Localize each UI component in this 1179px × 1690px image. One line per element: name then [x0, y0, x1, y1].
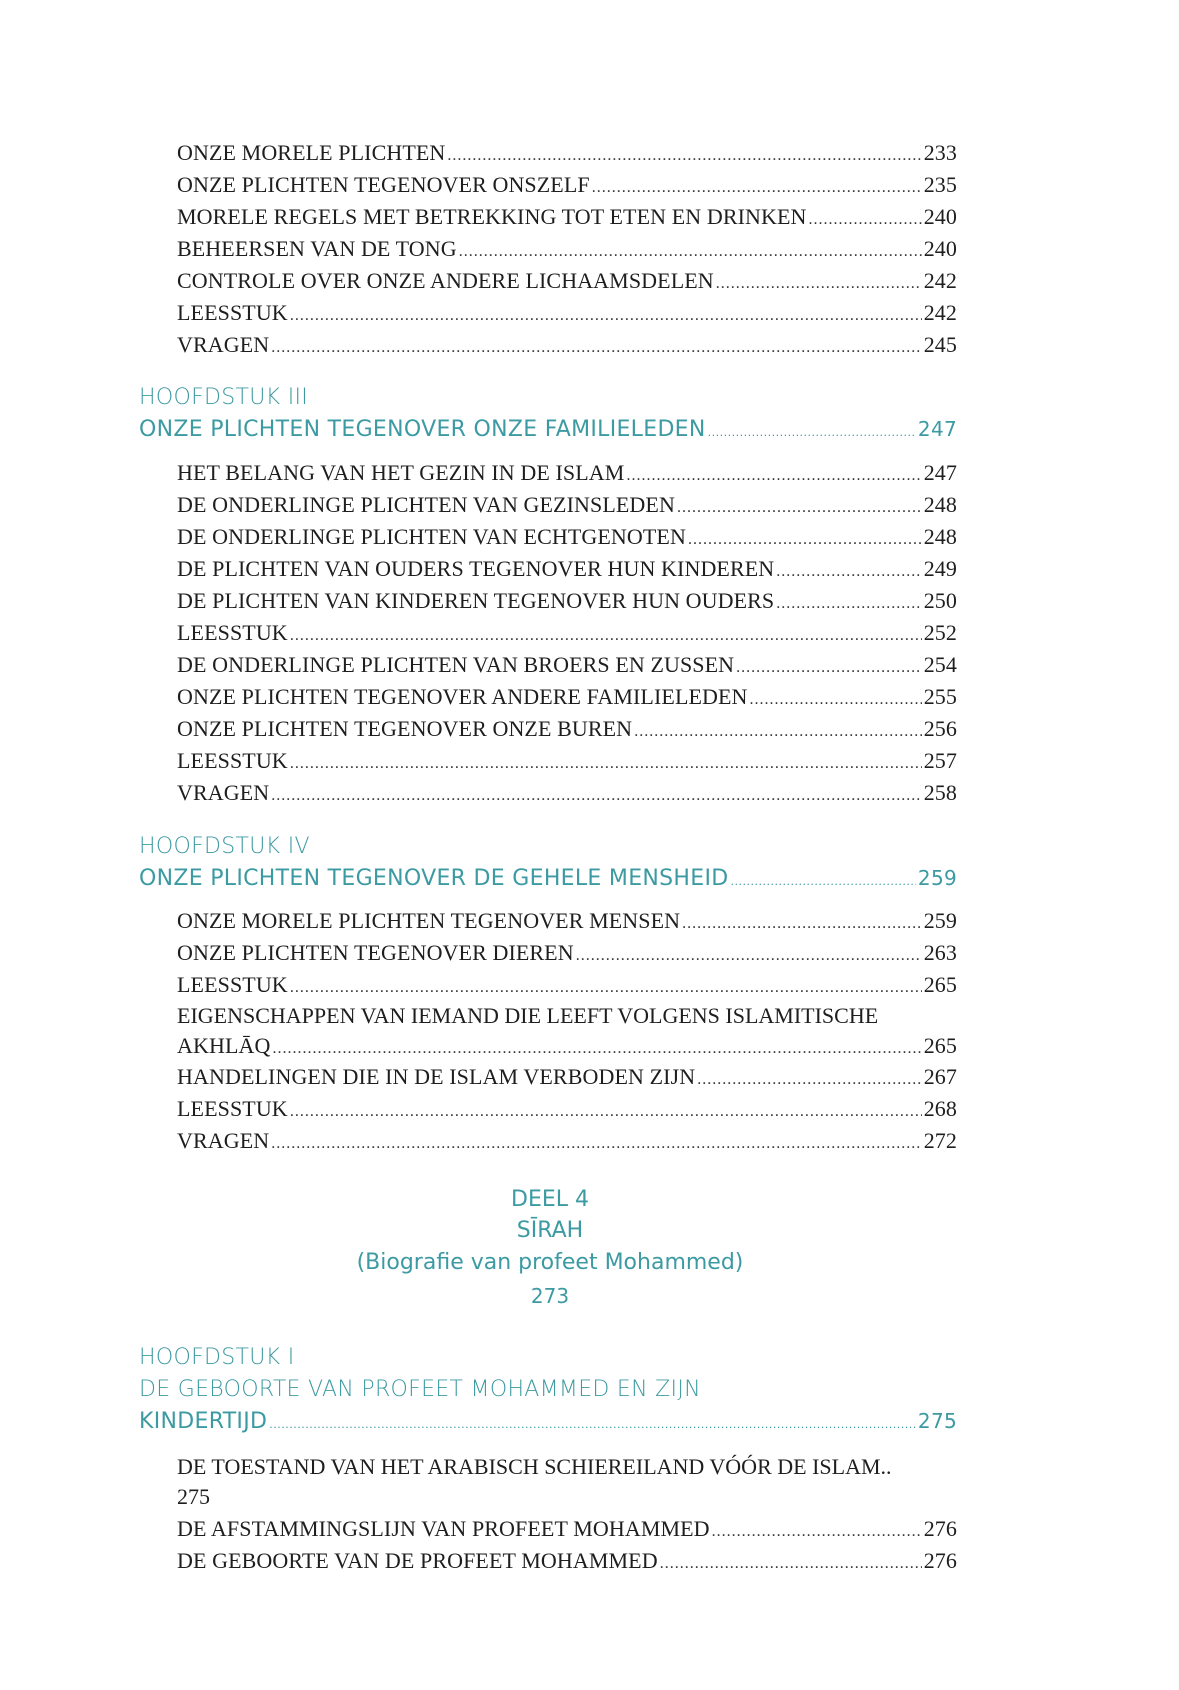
- dot-leader: [447, 147, 921, 165]
- toc-entry-page: 240: [923, 236, 957, 261]
- toc-entry[interactable]: [177, 588, 957, 614]
- toc-entry[interactable]: [177, 684, 957, 710]
- chapter-title: ONZE PLICHTEN TEGENOVER DE GEHELE MENSHEID: [139, 866, 729, 891]
- toc-entry[interactable]: [177, 620, 957, 646]
- toc-entry-title: LEESSTUK: [177, 620, 288, 645]
- dot-leader: [576, 947, 922, 965]
- toc-entry-page: 245: [923, 332, 957, 357]
- toc-entry[interactable]: [177, 1064, 957, 1090]
- part-subtitle: (Biografie van profeet Mohammed): [356, 1250, 744, 1275]
- toc-entry[interactable]: [177, 268, 957, 294]
- toc-entry-page: 249: [923, 556, 957, 581]
- toc-entry-page: 247: [923, 460, 957, 485]
- toc-entry-title: BEHEERSEN VAN DE TONG: [177, 236, 457, 261]
- toc-entry[interactable]: [177, 1033, 957, 1059]
- dot-leader: [677, 499, 922, 517]
- toc-entry-page: 259: [923, 908, 957, 933]
- dot-leader: [736, 659, 922, 677]
- toc-entry[interactable]: [177, 556, 957, 582]
- dot-leader: [290, 307, 922, 325]
- toc-entry[interactable]: [177, 1096, 957, 1122]
- dot-leader: [459, 243, 922, 261]
- toc-entry-title: ONZE MORELE PLICHTEN TEGENOVER MENSEN: [177, 908, 681, 933]
- toc-entry[interactable]: [177, 716, 957, 742]
- part-label: DEEL 4: [511, 1187, 589, 1212]
- dot-leader: [750, 691, 922, 709]
- toc-entry-page: 265: [923, 1033, 957, 1058]
- chapter-page: 247: [917, 417, 957, 441]
- dot-leader: [660, 1555, 922, 1573]
- toc-entry-page: 240: [923, 204, 957, 229]
- dot-leader: [592, 179, 922, 197]
- toc-entry[interactable]: [177, 940, 957, 966]
- dot-leader: [290, 979, 922, 997]
- dot-leader: [688, 531, 922, 549]
- toc-entry[interactable]: [177, 172, 957, 198]
- toc-entry[interactable]: [177, 1128, 957, 1154]
- dot-leader: [712, 1523, 922, 1541]
- toc-entry-page: 252: [923, 620, 957, 645]
- toc-entry-title: HANDELINGEN DIE IN DE ISLAM VERBODEN ZIJN: [177, 1064, 696, 1089]
- dot-leader: [708, 426, 916, 439]
- toc-entry-title: LEESSTUK: [177, 300, 288, 325]
- toc-entry[interactable]: [177, 460, 957, 486]
- toc-entry-page: 255: [923, 684, 957, 709]
- part-page: 273: [530, 1284, 570, 1308]
- toc-entry-page: 248: [923, 524, 957, 549]
- dot-leader: [290, 627, 922, 645]
- dot-leader: [290, 1103, 922, 1121]
- toc-entry-page: 242: [923, 268, 957, 293]
- toc-entry-page: 276: [923, 1548, 957, 1573]
- dot-leader: [776, 563, 921, 581]
- dot-leader: [731, 875, 916, 888]
- toc-entry-title: LEESSTUK: [177, 748, 288, 773]
- dot-leader: [271, 339, 921, 357]
- toc-entry-page: 275: [177, 1484, 210, 1509]
- chapter-page: 259: [917, 866, 957, 890]
- toc-entry[interactable]: [177, 140, 957, 166]
- dot-leader: [626, 467, 921, 485]
- toc-entry[interactable]: [177, 748, 957, 774]
- chapter-heading[interactable]: [139, 866, 957, 891]
- toc-entry-title: HET BELANG VAN HET GEZIN IN DE ISLAM: [177, 460, 625, 485]
- chapter-label: HOOFDSTUK IV: [139, 834, 310, 859]
- dot-leader: [716, 275, 922, 293]
- toc-entry-title: DE GEBOORTE VAN DE PROFEET MOHAMMED: [177, 1548, 658, 1573]
- chapter-title-line1[interactable]: DE GEBOORTE VAN PROFEET MOHAMMED EN ZIJN: [139, 1377, 701, 1402]
- chapter-heading[interactable]: [139, 1409, 957, 1434]
- toc-entry[interactable]: [177, 908, 957, 934]
- toc-entry-title: ONZE PLICHTEN TEGENOVER DIEREN: [177, 940, 574, 965]
- chapter-title: KINDERTIJD: [139, 1409, 268, 1434]
- toc-entry-title: DE PLICHTEN VAN OUDERS TEGENOVER HUN KINDEREN: [177, 556, 775, 581]
- toc-entry[interactable]: [177, 236, 957, 262]
- toc-entry-title: MORELE REGELS MET BETREKKING TOT ETEN EN DRINKEN: [177, 204, 807, 229]
- toc-entry[interactable]: [177, 1516, 957, 1542]
- toc-entry-page: 233: [923, 140, 957, 165]
- chapter-title: ONZE PLICHTEN TEGENOVER ONZE FAMILIELEDEN: [139, 417, 706, 442]
- toc-entry-page: 268: [923, 1096, 957, 1121]
- dot-leader: [272, 1040, 921, 1058]
- part-title: SĪRAH: [516, 1218, 584, 1243]
- toc-entry-title: DE PLICHTEN VAN KINDEREN TEGENOVER HUN OUDERS: [177, 588, 775, 613]
- toc-entry-page: 257: [923, 748, 957, 773]
- toc-entry[interactable]: [177, 300, 957, 326]
- toc-entry-title: ONZE MORELE PLICHTEN: [177, 140, 446, 165]
- toc-entry-page: 265: [923, 972, 957, 997]
- dot-leader: [634, 723, 922, 741]
- toc-entry-title: DE ONDERLINGE PLICHTEN VAN ECHTGENOTEN: [177, 524, 686, 549]
- toc-entry[interactable]: [177, 524, 957, 550]
- toc-entry-page: 267: [923, 1064, 957, 1089]
- toc-entry-page: 235: [923, 172, 957, 197]
- toc-entry-title: CONTROLE OVER ONZE ANDERE LICHAAMSDELEN: [177, 268, 714, 293]
- toc-entry-page: 276: [923, 1516, 957, 1541]
- toc-entry-title: DE AFSTAMMINGSLIJN VAN PROFEET MOHAMMED: [177, 1516, 710, 1541]
- toc-entry[interactable]: [177, 1548, 957, 1574]
- toc-entry-title: ONZE PLICHTEN TEGENOVER ONZE BUREN: [177, 716, 633, 741]
- toc-entry-page: 248: [923, 492, 957, 517]
- dot-leader: [271, 787, 921, 805]
- toc-entry-title-line1[interactable]: EIGENSCHAPPEN VAN IEMAND DIE LEEFT VOLGENS ISLAMITISCHE: [177, 1003, 879, 1028]
- toc-entry-title: ONZE PLICHTEN TEGENOVER ONSZELF: [177, 172, 590, 197]
- chapter-label: HOOFDSTUK I: [139, 1345, 295, 1370]
- toc-entry[interactable]: [177, 492, 957, 518]
- toc-entry-title: VRAGEN: [177, 332, 270, 357]
- toc-entry[interactable]: [177, 972, 957, 998]
- dot-leader: [776, 595, 921, 613]
- dot-leader: [269, 1418, 916, 1431]
- toc-entry-title[interactable]: DE TOESTAND VAN HET ARABISCH SCHIEREILAND VÓÓR DE ISLAM..: [177, 1454, 892, 1479]
- toc-entry[interactable]: [177, 332, 957, 358]
- chapter-heading[interactable]: [139, 417, 957, 442]
- toc-entry-title: VRAGEN: [177, 1128, 270, 1153]
- dot-leader: [271, 1135, 921, 1153]
- toc-entry-title: DE ONDERLINGE PLICHTEN VAN BROERS EN ZUSSEN: [177, 652, 735, 677]
- toc-entry[interactable]: [177, 780, 957, 806]
- toc-entry-page: 258: [923, 780, 957, 805]
- chapter-page: 275: [917, 1409, 957, 1433]
- toc-entry-title: LEESSTUK: [177, 1096, 288, 1121]
- dot-leader: [682, 915, 922, 933]
- toc-entry-page: 250: [923, 588, 957, 613]
- dot-leader: [290, 755, 922, 773]
- chapter-label: HOOFDSTUK III: [139, 385, 309, 410]
- toc-entry-page: 242: [923, 300, 957, 325]
- toc-entry-title: AKHLĀQ: [177, 1033, 271, 1058]
- toc-entry-page: 254: [923, 652, 957, 677]
- toc-entry[interactable]: [177, 204, 957, 230]
- toc-entry-title: ONZE PLICHTEN TEGENOVER ANDERE FAMILIELEDEN: [177, 684, 748, 709]
- toc-entry-page: 272: [923, 1128, 957, 1153]
- toc-entry-title: DE ONDERLINGE PLICHTEN VAN GEZINSLEDEN: [177, 492, 675, 517]
- dot-leader: [697, 1071, 921, 1089]
- toc-entry-page: 263: [923, 940, 957, 965]
- toc-entry-page: 256: [923, 716, 957, 741]
- toc-entry[interactable]: [177, 652, 957, 678]
- toc-entry-title: VRAGEN: [177, 780, 270, 805]
- toc-entry-title: LEESSTUK: [177, 972, 288, 997]
- dot-leader: [809, 211, 922, 229]
